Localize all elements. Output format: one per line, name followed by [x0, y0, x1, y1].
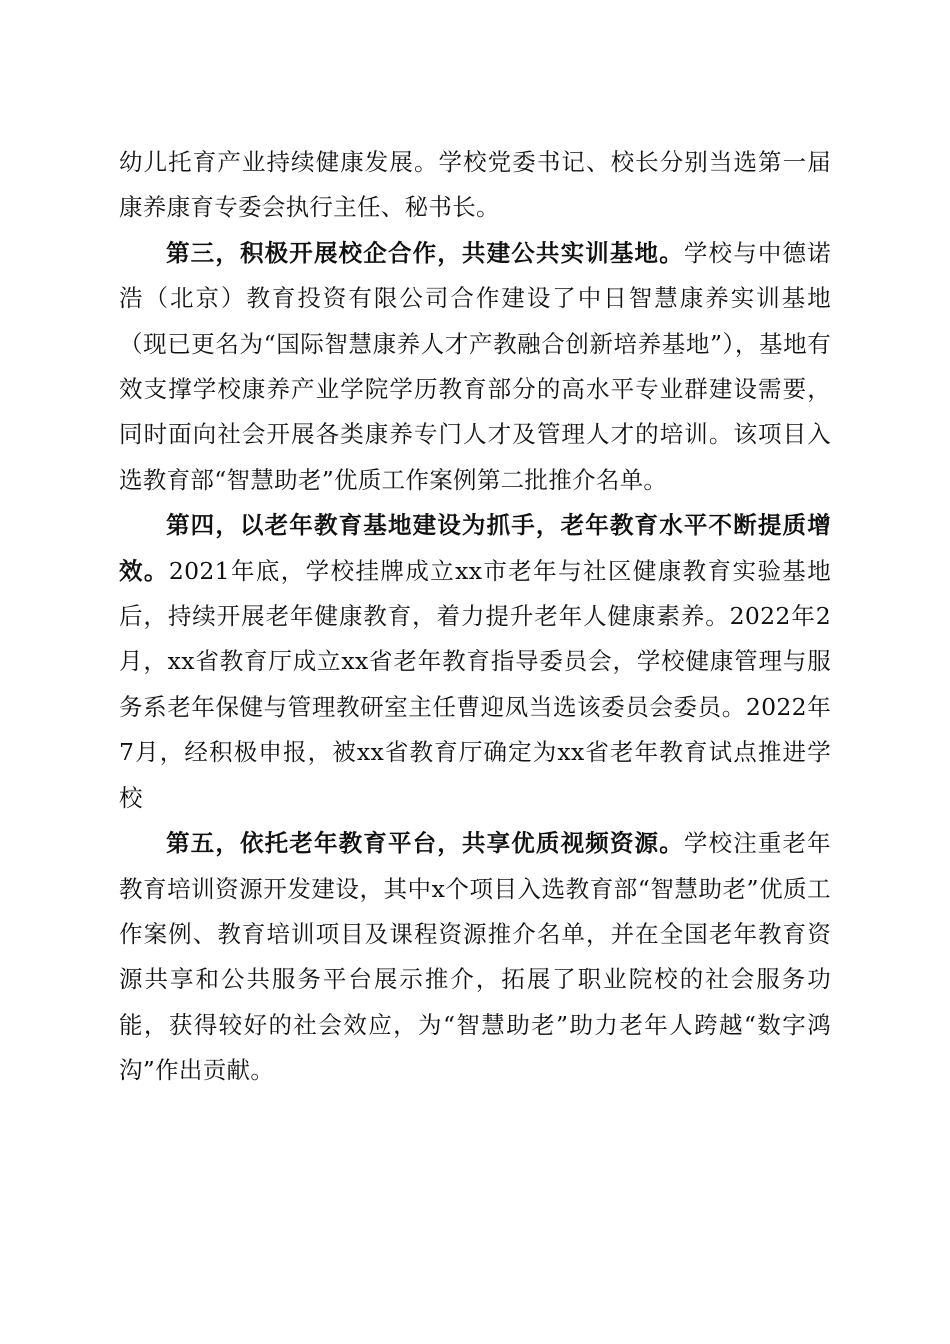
paragraph-fifth-point [119, 821, 831, 1093]
paragraph-text: 幼儿托育产业持续健康发展。学校党委书记、校长分别当选第一届康养康育专委会执行主任、秘书长。 [119, 148, 831, 222]
paragraph-heading: 第五，依托老年教育平台，共享优质视频资源。 [166, 829, 684, 858]
paragraph-heading: 第四，以老年教育基地建设为抓手，老年教育水平不断提质增效。 [119, 511, 831, 585]
paragraph-third-point [119, 231, 831, 503]
paragraph-text: 2021年底，学校挂牌成立xx市老年与社区健康教育实验基地后，持续开展老年健康教育，着力提升老年人健康素养。2022年2月，xx省教育厅成立xx省老年教育指导委员会，学校健康管理与服务系老年保健与管理教研室主任曹迎凤当选该委员会委员。2022年7月，经积极申报，被xx省教育厅确定为xx省老年教育试点推进学校 [119, 556, 831, 812]
document-body [119, 140, 831, 1094]
paragraph-fourth-point [119, 503, 831, 821]
paragraph-continuation [119, 140, 831, 231]
paragraph-text: 学校注重老年教育培训资源开发建设，其中x个项目入选教育部“智慧助老”优质工作案例、教育培训项目及课程资源推介名单，并在全国老年教育资源共享和公共服务平台展示推介，拓展了职业院校的社会服务功能，获得较好的社会效应，为“智慧助老”助力老年人跨越“数字鸿沟”作出贡献。 [119, 829, 831, 1085]
paragraph-heading: 第三，积极开展校企合作，共建公共实训基地。 [166, 238, 684, 267]
paragraph-text: 学校与中德诺浩（北京）教育投资有限公司合作建设了中日智慧康养实训基地（现已更名为“国际智慧康养人才产教融合创新培养基地”），基地有效支撑学校康养产业学院学历教育部分的高水平专业群建设需要，同时面向社会开展各类康养专门人才及管理人才的培训。该项目入选教育部“智慧助老”优质工作案例第二批推介名单。 [119, 238, 831, 494]
